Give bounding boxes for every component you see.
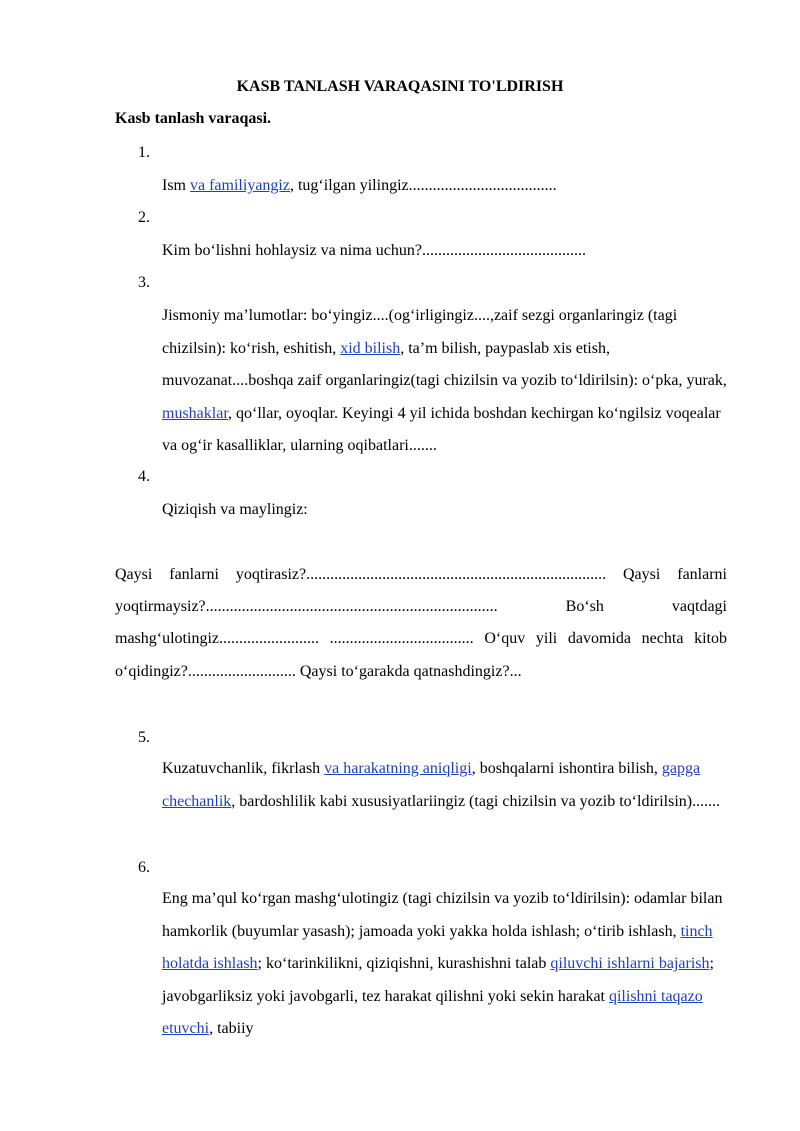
text-segment: ; ko‘tarinkilikni, qiziqishni, kurashishni talab	[257, 955, 551, 972]
link-tinch-holatda-ishlash[interactable]: tinch holatda ishlash	[162, 922, 713, 972]
item-text-4	[162, 494, 738, 527]
link-qiluvchi-ishlarni-bajarish[interactable]: qiluvchi ishlarni bajarish	[550, 955, 710, 972]
link-qilishni-taqazo-etuvchi[interactable]: qilishni taqazo etuvchi	[162, 987, 703, 1037]
text-segment: , tug‘ilgan yilingiz.....................................	[289, 177, 557, 194]
text-segment: , boshqalarni ishontira bilish,	[471, 760, 662, 777]
interests-paragraph: Qaysi fanlarni yoqtirasiz?........................................................................... Qaysi fanlarni yoqtirmaysiz?......................................................................... Bo‘sh vaqtdagi mashg‘ulotingiz......................... .................................... O‘quv yili davomida nechta kitob o‘qidingiz?........................... Qaysi to‘garakda qatnashdingiz?...	[115, 566, 727, 680]
item-text-6	[162, 883, 738, 1046]
document-title: KASB TANLASH VARAQASINI TO'LDIRISH	[236, 78, 564, 95]
item-text-1	[162, 170, 738, 203]
text-segment: Ism	[162, 177, 190, 194]
item-text-2	[162, 235, 738, 268]
item-text-5	[162, 753, 738, 818]
text-segment: Jismoniy ma’lumotlar: bo‘yingiz....(og‘irligingiz....,zaif sezgi organlaringiz (tagi chizilsin): ko‘rish, eshitish,	[162, 307, 678, 357]
item-number-4: 4.	[138, 468, 150, 485]
text-segment: Kuzatuvchanlik, fikrlash	[162, 760, 325, 777]
text-segment: , qo‘llar, oyoqlar. Keyingi 4 yil ichida boshdan kechirgan ko‘ngilsiz voqealar va og‘ir kasalliklar, ularning oqibatlari.......	[162, 404, 721, 454]
link-mushaklar[interactable]: mushaklar	[162, 404, 229, 422]
link-xid-bilish[interactable]: xid bilish	[340, 339, 401, 357]
text-segment: Qiziqish va maylingiz:	[162, 501, 308, 518]
link-harakatning-aniqligi[interactable]: va harakatning aniqligi	[324, 760, 472, 777]
text-segment: , ta’m bilish, paypaslab xis etish, muvozanat....boshqa zaif organlaringiz(tagi chizilsin va yozib to‘ldirilsin): o‘pka, yurak,	[162, 339, 727, 389]
text-segment: Eng ma’qul ko‘rgan mashg‘ulotingiz (tagi chizilsin va yozib to‘ldirilsin): odamlar bilan hamkorlik (buyumlar yasash); jamoada yoki yakka holda ishlash; o‘tirib ishlash,	[162, 890, 723, 940]
item-number-2: 2.	[138, 209, 150, 226]
item-number-5: 5.	[138, 729, 150, 746]
text-segment: ; javobgarliksiz yoki javobgarli, tez harakat qilishni yoki sekin harakat	[162, 955, 714, 1005]
item-text-3	[162, 300, 738, 463]
document-subtitle: Kasb tanlash varaqasi.	[115, 110, 272, 127]
item-number-6: 6.	[138, 859, 150, 876]
link-gapga-chechanlik[interactable]: gapga chechanlik	[162, 760, 701, 810]
item-number-1: 1.	[138, 144, 150, 161]
text-segment: Kim bo‘lishni hohlaysiz va nima uchun?.........................................	[162, 242, 586, 259]
text-segment: , tabiiy	[209, 1020, 254, 1037]
link-familiyangiz[interactable]: va familiyangiz	[190, 177, 290, 194]
item-number-3: 3.	[138, 274, 150, 291]
text-segment: , bardoshlilik kabi xususiyatlariingiz (tagi chizilsin va yozib to‘ldirilsin).......	[231, 792, 721, 810]
